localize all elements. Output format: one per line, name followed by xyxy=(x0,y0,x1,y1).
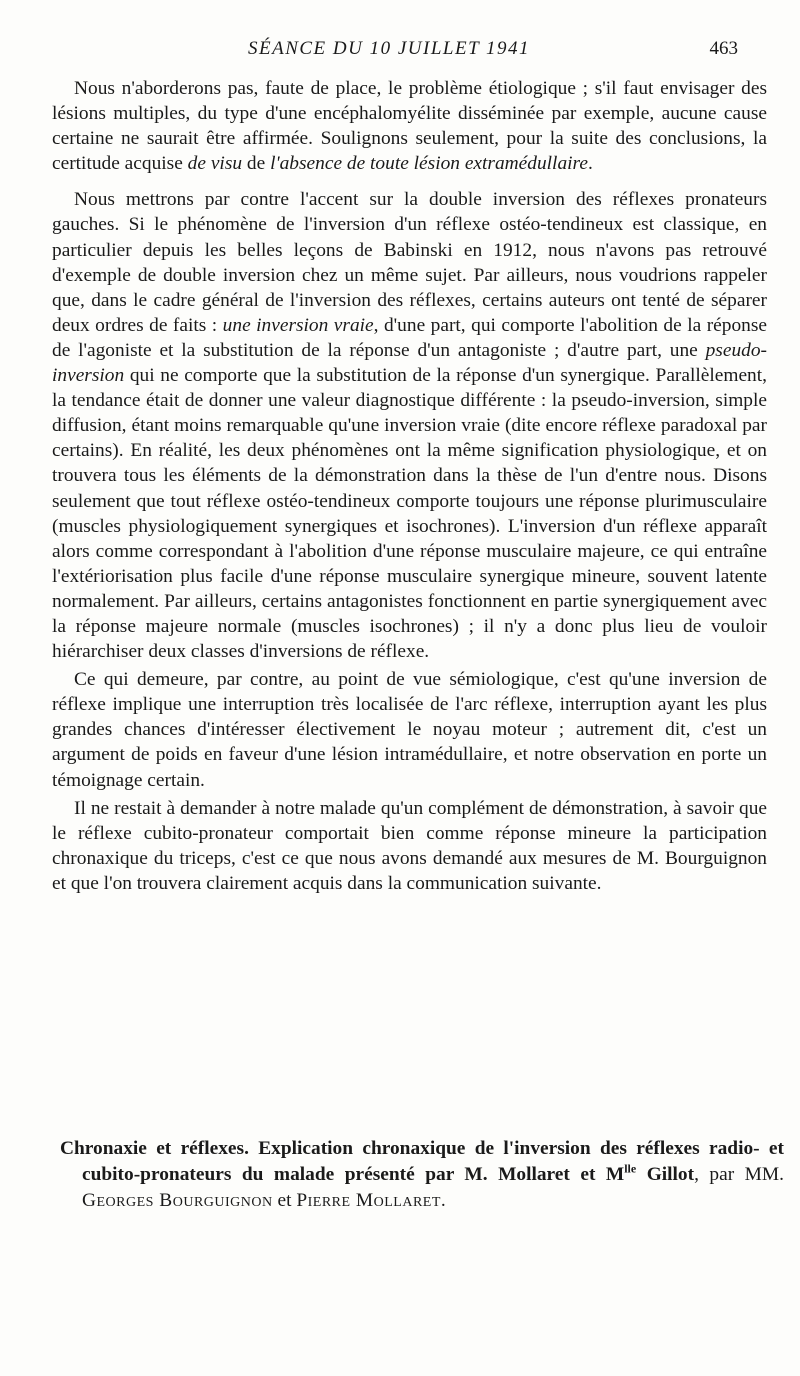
author-name: Georges Bourguignon xyxy=(82,1190,273,1211)
running-head xyxy=(0,38,800,64)
italic-phrase: une inversion vraie xyxy=(222,314,374,336)
paragraph-text: , d'une part, qui comporte l'abolition de la réponse de l'agoniste et la substitution de la réponse d'un antagoniste ; d'autre part, une xyxy=(52,314,768,361)
article-byline-prefix: , par MM. xyxy=(694,1164,785,1185)
article-title-period: . xyxy=(440,1190,446,1211)
paragraph-text: qui ne comporte que la substitution de la réponse d'un synergique. Parallèlement, la tendance était de donner une valeur diagnostique différente : la pseudo-inversion, simple diffusion, étant moins remarquable qu'une inversion vraie (dite encore réflexe paradoxal par certains). En réalité, les deux phénomènes ont la même signification physiologique, et on trouvera tous les éléments de la démonstration dans la thèse de l'un d'entre nous. Disons seulement que tout réflexe ostéo-tendineux comporte toujours une réponse plurimusculaire (muscles physiologiquement synergiques et isochrones). L'inversion d'un réflexe apparaît alors comme correspondant à l'abolition d'une réponse musculaire majeure, ce qui entraîne l'extériorisation plus facile d'une réponse musculaire synergique mineure, souvent latente normalement. Par ailleurs, certains antagonistes fonctionnent en partie synergiquement avec la réponse majeure normale (muscles isochrones) ; il n'y a donc plus lieu de vouloir hiérarchiser deux classes d'inversions de réflexe. xyxy=(52,365,767,663)
body-text xyxy=(52,76,767,899)
paragraph-text: Nous mettrons par contre l'accent sur la double inversion des réflexes pronateurs gauches. Si le phénomène de l'inversion d'un réflexe ostéo-tendineux est classique, en particulier depuis les belles leçons de Babinski en 1912, nous n'avons pas retrouvé d'exemple de double inversion chez un même sujet. Par ailleurs, nous voudrions rappeler que, dans le cadre général de l'inversion des réflexes, certains auteurs ont tenté de séparer deux ordres de faits : xyxy=(52,189,767,336)
article-title-bold: Chronaxie et réflexes. Explication chronaxique de l'inversion des réflexes radio- et cubito-pronateurs du malade présenté par M. Mollaret et M xyxy=(60,1138,784,1185)
running-head-title: SÉANCE DU 10 JUILLET 1941 xyxy=(248,38,531,59)
article-title-bold-end: Gillot xyxy=(636,1164,695,1185)
paragraph-text: Ce qui demeure, par contre, au point de vue sémiologique, c'est qu'une inversion de réflexe implique une interruption très localisée de l'arc réflexe, interruption ayant les plus grandes chances d'intéresser électivement le noyau moteur ; autrement dit, c'est un argument de poids en faveur d'une lésion intramédullaire, et notre observation en porte un témoignage certain. xyxy=(52,669,767,791)
paragraph-inversion xyxy=(52,187,767,664)
author-conjunction: et xyxy=(272,1190,297,1211)
paragraph-text: Il ne restait à demander à notre malade qu'un complément de démonstration, à savoir que le réflexe cubito-pronateur comportait bien comme réponse mineure la participation chronaxique du triceps, c'est ce que nous avons demandé aux mesures de M. Bourguignon et que l'on trouvera clairement acquis dans la communication suivante. xyxy=(52,797,767,894)
paragraph-conclusion xyxy=(52,796,767,896)
italic-phrase: pseudo-inversion xyxy=(52,339,767,387)
article-title-superscript: lle xyxy=(624,1161,637,1176)
paragraph-text: de xyxy=(242,153,271,175)
paragraph-text: . xyxy=(587,153,593,175)
paragraph-text: Nous n'aborderons pas, faute de place, le problème étiologique ; s'il faut envisager des lésions multiples, du type d'une encéphalomyélite disséminée par exemple, aucune cause certaine ne saurait être affirmée. Soulignons seulement, pour la suite des conclusions, la certitude acquise xyxy=(52,78,767,175)
author-name: Pierre Mollaret xyxy=(296,1190,441,1211)
italic-phrase: l'absence de toute lésion extramédullaire xyxy=(270,153,588,175)
italic-phrase: de visu xyxy=(187,153,243,175)
paragraph-etiology xyxy=(52,76,767,176)
page-number: 463 xyxy=(709,38,738,59)
paragraph-semiology xyxy=(52,667,767,792)
article-title xyxy=(60,1136,784,1214)
